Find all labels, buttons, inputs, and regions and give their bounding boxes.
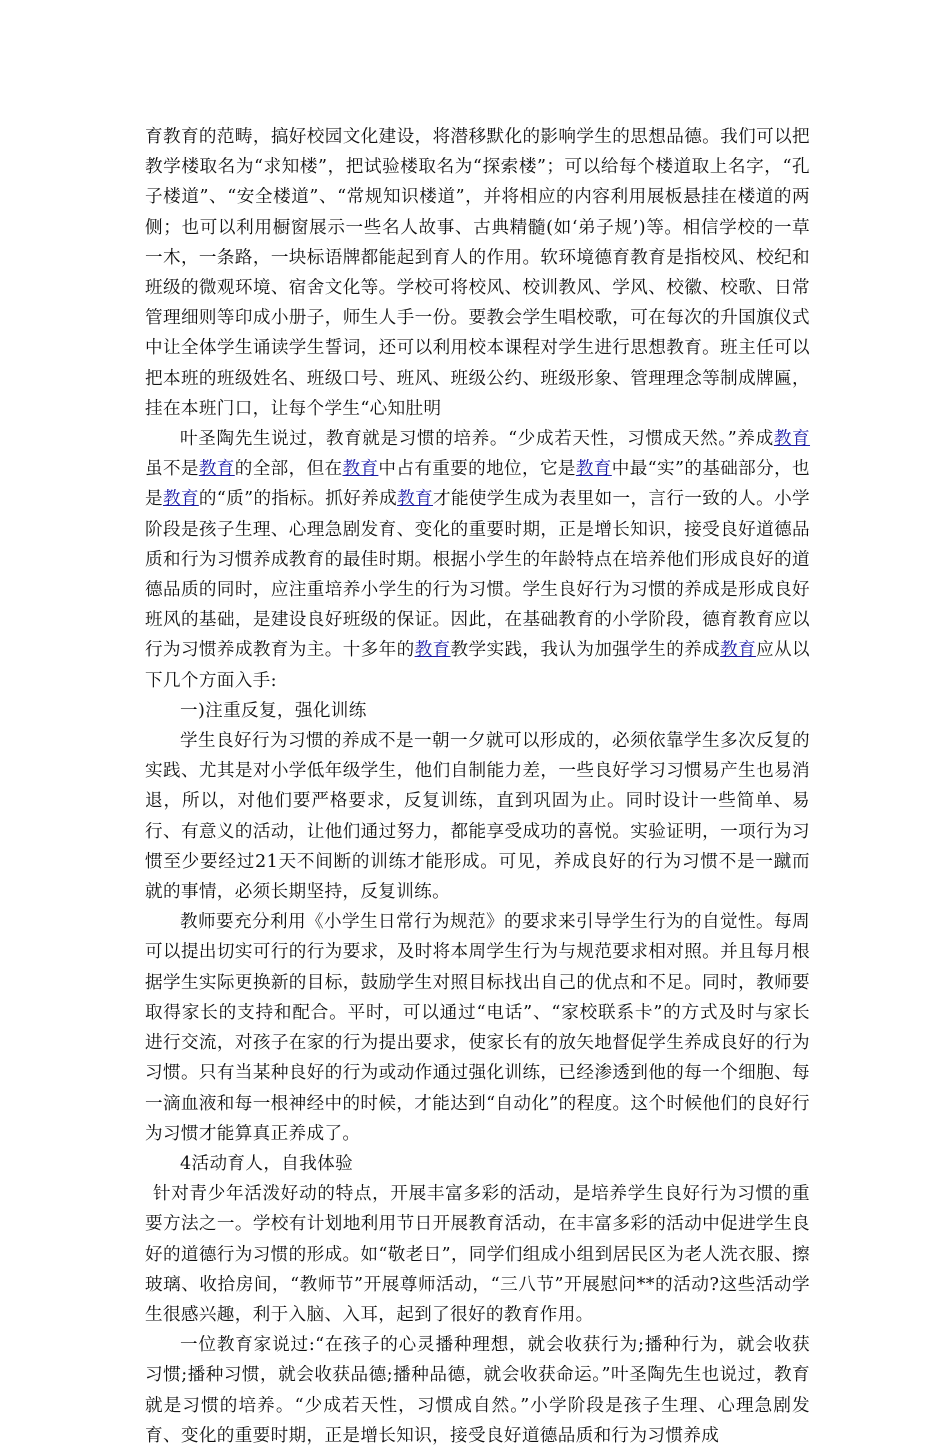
paragraph-repeated-training <box>145 726 810 907</box>
education-link[interactable]: 教育 <box>342 459 379 480</box>
paragraph-teacher-guidance <box>145 907 810 1149</box>
education-link[interactable]: 教育 <box>162 489 199 510</box>
paragraph-text: 应从以下几个方面入手: <box>145 640 810 691</box>
paragraph-text: 中最“实”的基础部分，也是 <box>145 459 810 510</box>
paragraph-text: 叶圣陶先生说过，教育就是习惯的培养。“少成若天性，习惯成天然。”养成 <box>180 429 774 450</box>
paragraph-activities <box>145 1179 810 1330</box>
document-body <box>145 122 810 1451</box>
paragraph-text: 中占有重要的地位，它是 <box>378 459 576 480</box>
section-heading-text: 4活动育人，自我体验 <box>180 1153 354 1174</box>
paragraph-text: 教师要充分利用《小学生日常行为规范》的要求来引导学生行为的自觉性。每周可以提出切实可行的行为要求，及时将本周学生行为与规范要求相对照。并且每月根据学生实际更换新的目标，鼓励学生对照目标找出自己的优点和不足。同时，教师要取得家长的支持和配合。平时，可以通过“电话”、“家校联系卡”的方式及时与家长进行交流，对孩子在家的行为提出要求，使家长有的放矢地督促学生养成良好的行为习惯。只有当某种良好的行为或动作通过强化训练，已经渗透到他的每一个细胞、每一滴血液和每一根神经中的时候，才能达到“自动化”的程度。这个时候他们的良好行为习惯才能算真正养成了。 <box>145 912 810 1144</box>
paragraph-text: 的全部，但在 <box>234 459 343 480</box>
education-link[interactable]: 教育 <box>414 640 451 661</box>
section-heading-activities <box>145 1149 810 1179</box>
section-heading-repetition <box>145 696 810 726</box>
paragraph-text: 虽不是 <box>145 459 199 480</box>
paragraph-campus-culture <box>145 122 810 424</box>
paragraph-text: 教学实践，我认为加强学生的养成 <box>450 640 721 661</box>
paragraph-text: 针对青少年活泼好动的特点，开展丰富多彩的活动，是培养学生良好行为习惯的重要方法之一。学校有计划地利用节日开展教育活动，在丰富多彩的活动中促进学生良好的道德行为习惯的形成。如“敬老日”，同学们组成小组到居民区为老人洗衣服、擦玻璃、收拾房间，“教师节”开展尊师活动，“三八节”开展慰问**的活动?这些活动学生很感兴趣，利于入脑、入耳，起到了很好的教育作用。 <box>145 1184 810 1325</box>
education-link[interactable]: 教育 <box>773 429 811 450</box>
paragraph-educator-quote <box>145 1330 810 1451</box>
education-link[interactable]: 教育 <box>397 489 433 510</box>
education-link[interactable]: 教育 <box>198 459 235 480</box>
education-link[interactable]: 教育 <box>720 640 757 661</box>
paragraph-habit-education <box>145 424 810 696</box>
paragraph-text: 的“质”的指标。抓好养成 <box>198 489 398 510</box>
paragraph-text: 一位教育家说过:“在孩子的心灵播种理想，就会收获行为;播种行为，就会收获习惯;播种习惯，就会收获品德;播种品德，就会收获命运。”叶圣陶先生也说过，教育就是习惯的培养。“少成若天性，习惯成自然。”小学阶段是孩子生理、心理急剧发育、变化的重要时期，正是增长知识，接受良好道德品质和行为习惯养成 <box>145 1335 810 1446</box>
section-heading-text: 一)注重反复，强化训练 <box>180 700 367 721</box>
paragraph-text: 学生良好行为习惯的养成不是一朝一夕就可以形成的，必须依靠学生多次反复的实践、尤其是对小学低年级学生，他们自制能力差，一些良好学习习惯易产生也易消退，所以，对他们要严格要求，反复训练，直到巩固为止。同时设计一些简单、易行、有意义的活动，让他们通过努力，都能享受成功的喜悦。实验证明，一项行为习惯至少要经过21天不间断的训练才能形成。可见，养成良好的行为习惯不是一蹴而就的事情，必须长期坚持，反复训练。 <box>145 731 810 903</box>
paragraph-text: 育教育的范畴，搞好校园文化建设，将潜移默化的影响学生的思想品德。我们可以把教学楼取名为“求知楼”，把试验楼取名为“探索楼”；可以给每个楼道取上名字，“孔子楼道”、“安全楼道”、“常规知识楼道”，并将相应的内容利用展板悬挂在楼道的两侧；也可以利用橱窗展示一些名人故事、古典精髓(如‘弟子规’)等。相信学校的一草一木，一条路，一块标语牌都能起到育人的作用。软环境德育教育是指校风、校纪和班级的微观环境、宿舍文化等。学校可将校风、校训教风、学风、校徽、校歌、日常管理细则等印成小册子，师生人手一份。要教会学生唱校歌，可在每次的升国旗仪式中让全体学生诵读学生誓词，还可以利用校本课程对学生进行思想教育。班主任可以把本班的班级姓名、班级口号、班风、班级公约、班级形象、管理理念等制成牌匾，挂在本班门口，让每个学生“心知肚明 <box>145 127 810 419</box>
paragraph-text: 才能使学生成为表里如一，言行一致的人。小学阶段是孩子生理、心理急剧发育、变化的重要时期，正是增长知识，接受良好道德品质和行为习惯养成教育的最佳时期。根据小学生的年龄特点在培养他们形成良好的道德品质的同时，应注重培养小学生的行为习惯。学生良好行为习惯的养成是形成良好班风的基础，是建设良好班级的保证。因此，在基础教育的小学阶段，德育教育应以行为习惯养成教育为主。十多年的 <box>145 489 810 661</box>
education-link[interactable]: 教育 <box>575 459 612 480</box>
